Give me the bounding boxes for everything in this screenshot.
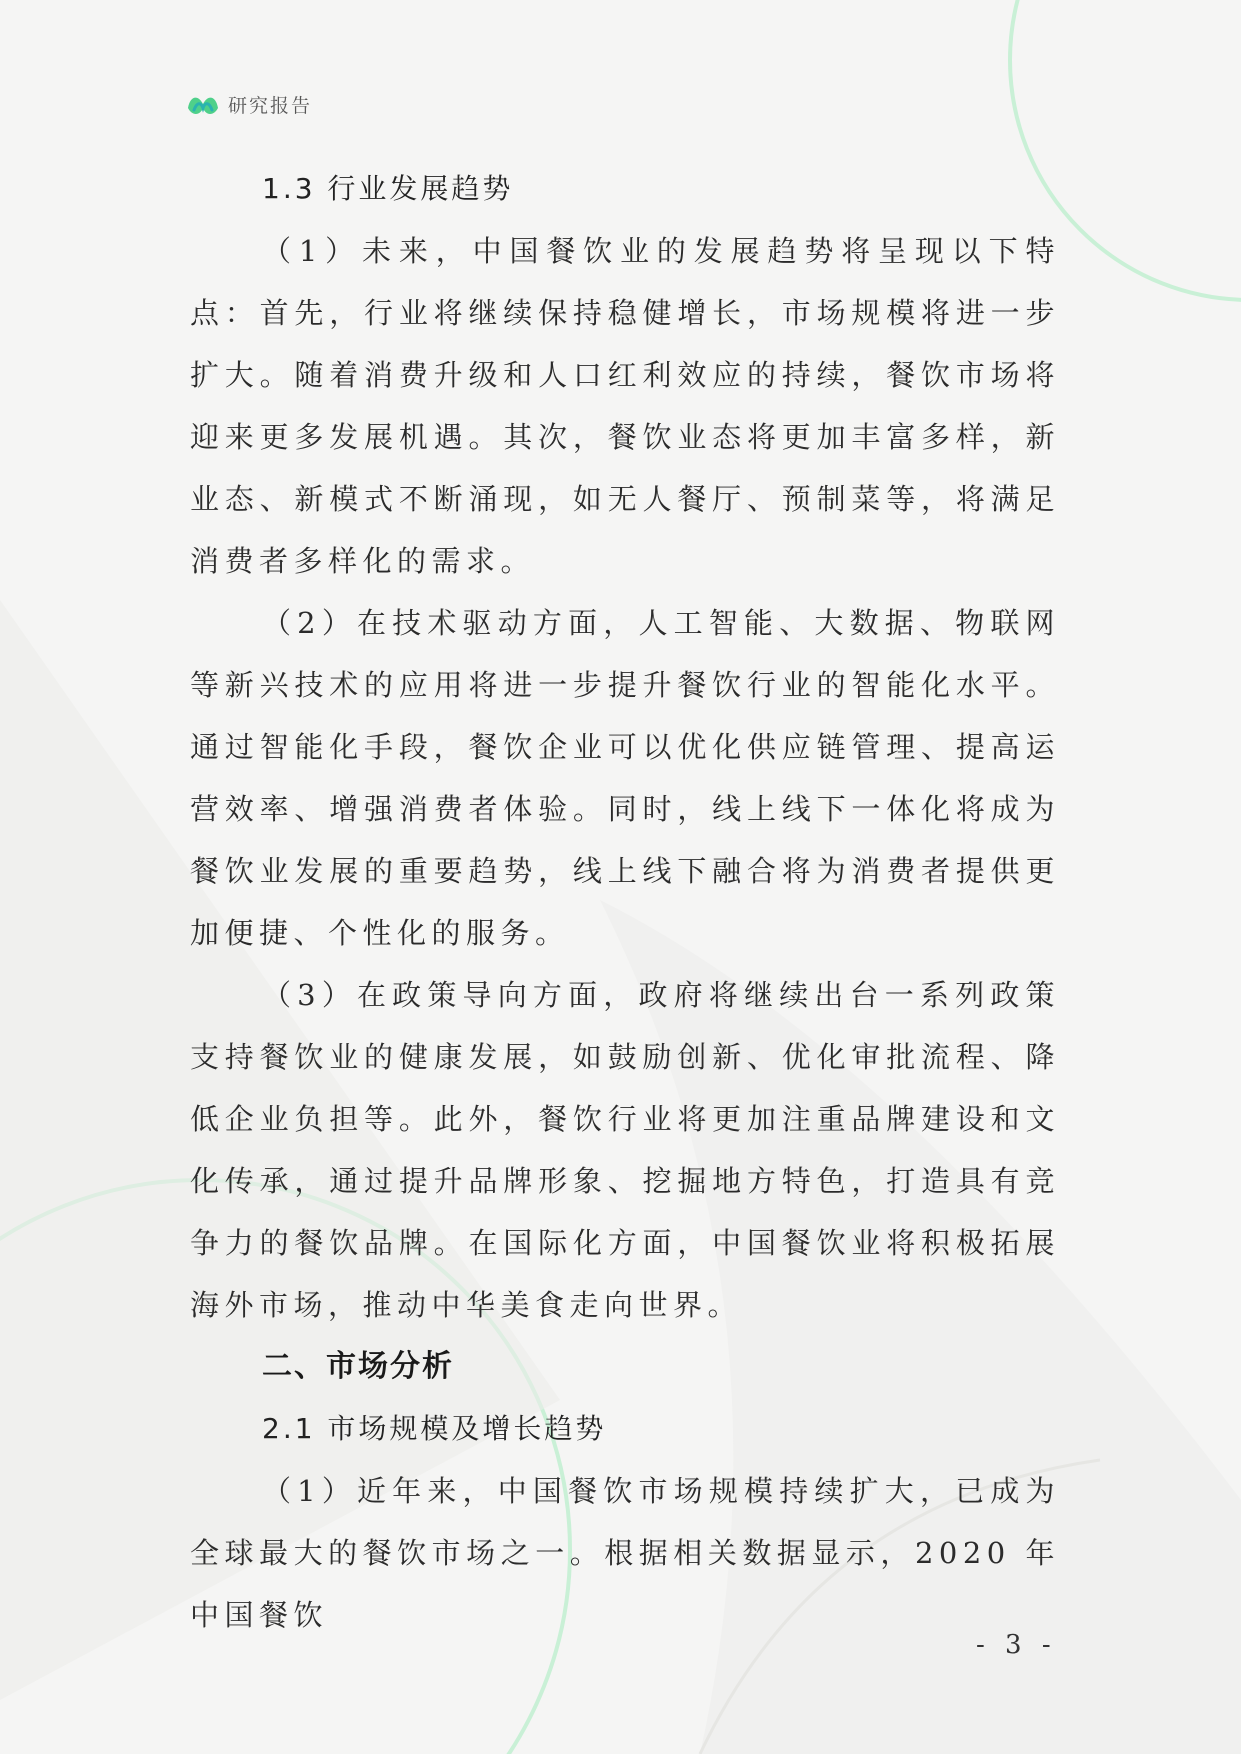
page-number: - 3 - [976, 1630, 1057, 1660]
paragraph-market-1: （1）近年来，中国餐饮市场规模持续扩大，已成为全球最大的餐饮市场之一。根据相关数据显示，2020 年中国餐饮 [190, 1474, 1060, 1632]
report-header [186, 88, 312, 120]
header-label: 研究报告 [228, 94, 313, 117]
paragraph-trend-1: （1）未来，中国餐饮业的发展趋势将呈现以下特点：首先，行业将继续保持稳健增长，市场规模将进一步扩大。随着消费升级和人口红利效应的持续，餐饮市场将迎来更多发展机遇。其次，餐饮业态将更加丰富多样，新业态、新模式不断涌现，如无人餐厅、预制菜等，将满足消费者多样化的需求。 [190, 234, 1060, 578]
chapter-2-title: 二、市场分析 [262, 1349, 454, 1384]
brand-logo-icon [186, 88, 220, 120]
paragraph-trend-2: （2）在技术驱动方面，人工智能、大数据、物联网等新兴技术的应用将进一步提升餐饮行业的智能化水平。通过智能化手段，餐饮企业可以优化供应链管理、提高运营效率、增强消费者体验。同时，线上线下一体化将成为餐饮业发展的重要趋势，线上线下融合将为消费者提供更加便捷、个性化的服务。 [190, 606, 1060, 950]
document-body [190, 158, 1060, 1646]
paragraph-trend-3: （3）在政策导向方面，政府将继续出台一系列政策支持餐饮业的健康发展，如鼓励创新、优化审批流程、降低企业负担等。此外，餐饮行业将更加注重品牌建设和文化传承，通过提升品牌形象、挖掘地方特色，打造具有竞争力的餐饮品牌。在国际化方面，中国餐饮业将积极拓展海外市场，推动中华美食走向世界。 [190, 978, 1060, 1322]
section-1-3-title: 1.3 行业发展趋势 [262, 172, 514, 205]
section-2-1-title: 2.1 市场规模及增长趋势 [262, 1412, 607, 1445]
